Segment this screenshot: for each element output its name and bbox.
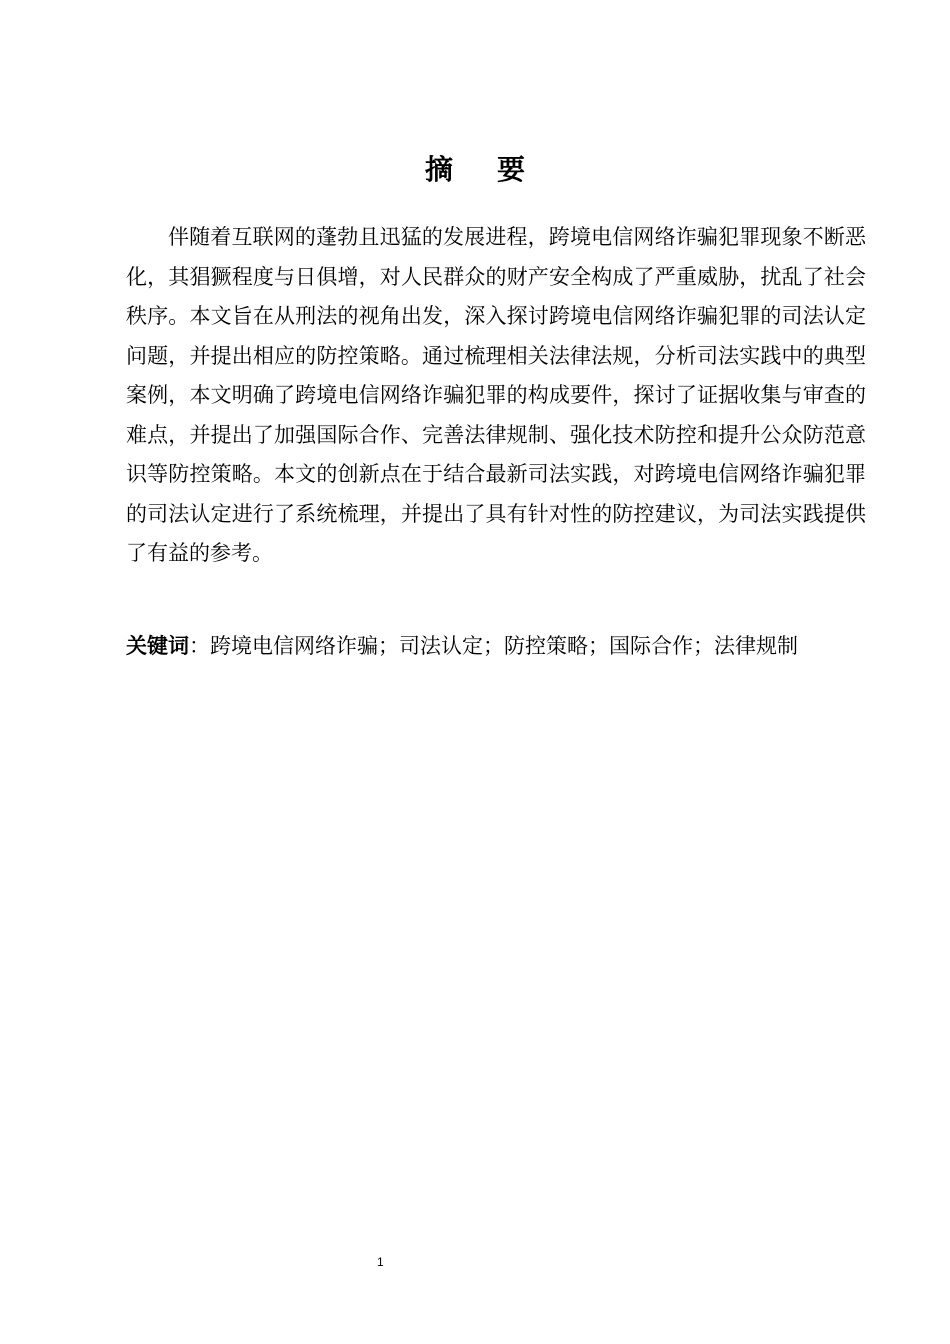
keywords-line (126, 628, 886, 664)
title-char-1: 摘 (424, 153, 453, 186)
abstract-paragraph: 伴随着互联网的蓬勃且迅猛的发展进程，跨境电信网络诈骗犯罪现象不断恶化，其猖獗程度与日俱增，对人民群众的财产安全构成了严重威胁，扰乱了社会秩序。本文旨在从刑法的视角出发，深入探讨跨境电信网络诈骗犯罪的司法认定问题，并提出相应的防控策略。通过梳理相关法律法规，分析司法实践中的典型案例，本文明确了跨境电信网络诈骗犯罪的构成要件，探讨了证据收集与审查的难点，并提出了加强国际合作、完善法律规制、强化技术防控和提升公众防范意识等防控策略。本文的创新点在于结合最新司法实践，对跨境电信网络诈骗犯罪的司法认定进行了系统梳理，并提出了具有针对性的防控建议，为司法实践提供了有益的参考。 (126, 225, 866, 565)
page-title (0, 150, 950, 190)
title-char-2: 要 (497, 153, 526, 186)
keywords-text: 跨境电信网络诈骗；司法认定；防控策略；国际合作；法律规制 (210, 634, 798, 658)
keywords-label: 关键词 (126, 634, 189, 658)
page-number: 1 (377, 1255, 384, 1269)
keywords-separator: ： (189, 634, 210, 658)
